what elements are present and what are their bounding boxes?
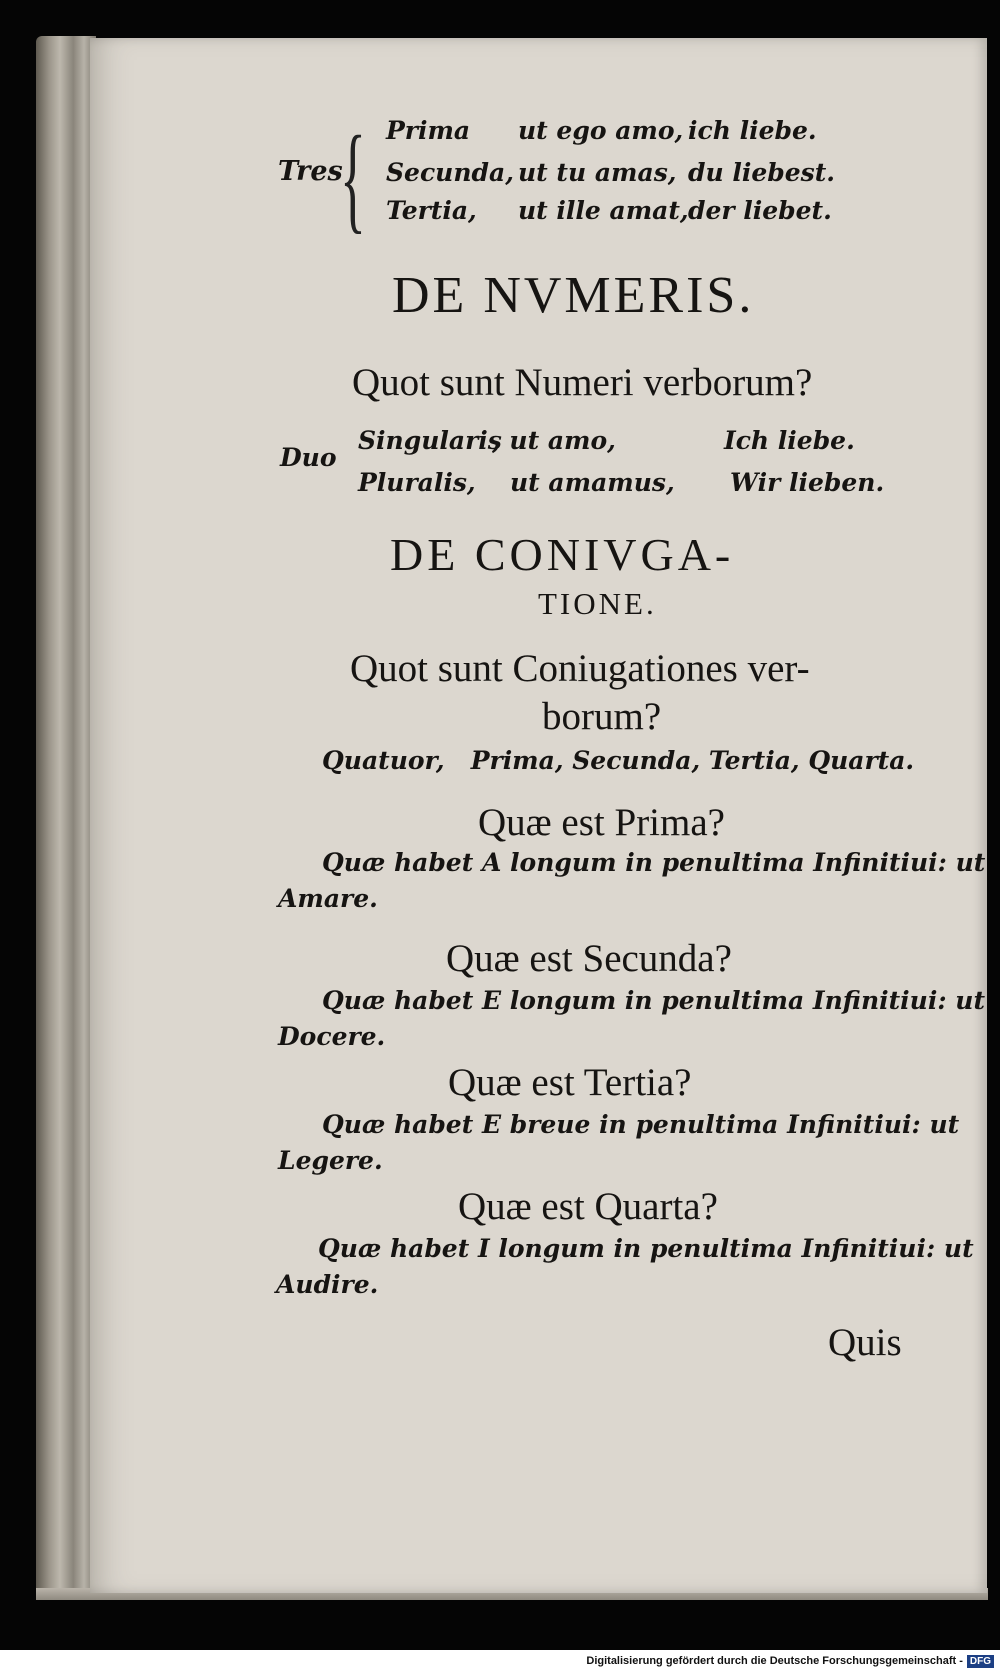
heading-de-numeris: DE NVMERIS. — [392, 267, 755, 324]
numeri-row-1-name: Singularis — [358, 426, 502, 455]
question-coniugationes-1: Quot sunt Coniugationes ver- — [350, 647, 810, 690]
answer-quarta-line1: Quæ habet I longum in penultima Infinitiui: ut — [318, 1234, 974, 1263]
tres-label: Tres — [278, 156, 343, 187]
footer — [586, 1654, 994, 1668]
tres-row-2-name: Secunda, — [386, 158, 514, 187]
numeri-row-2-name: Pluralis, — [358, 468, 476, 497]
tres-brace: { — [340, 111, 366, 244]
tres-row-1-german: ich liebe. — [688, 116, 817, 145]
tres-row-3-name: Tertia, — [386, 196, 477, 225]
answer-prima-line1: Quæ habet A longum in penultima Infinitiui: ut — [322, 848, 986, 877]
book-page — [90, 38, 987, 1593]
tres-row-1-name: Prima — [386, 116, 471, 145]
question-prima: Quæ est Prima? — [478, 801, 725, 844]
question-secunda: Quæ est Secunda? — [446, 937, 732, 980]
tres-row-1-latin: ut ego amo, — [518, 116, 684, 145]
tres-row-2-latin: ut tu amas, — [518, 158, 677, 187]
dfg-logo: DFG — [967, 1655, 994, 1668]
answer-quatuor: Quatuor, Prima, Secunda, Tertia, Quarta. — [322, 746, 915, 775]
duo-label: Duo — [280, 443, 337, 472]
tres-row-2-german: du liebest. — [688, 158, 835, 187]
heading-de-coniugatione-1: DE CONIVGA- — [390, 529, 735, 580]
question-coniugationes-2: borum? — [542, 695, 662, 738]
book-page-edges — [36, 36, 96, 1598]
footer-text: Digitalisierung gefördert durch die Deutsche Forschungsgemeinschaft - — [586, 1655, 963, 1667]
question-tertia: Quæ est Tertia? — [448, 1061, 692, 1104]
answer-secunda-line1: Quæ habet E longum in penultima Infinitiui: ut — [322, 986, 985, 1015]
answer-quarta-line2: Audire. — [276, 1270, 379, 1299]
tres-row-3-german: der liebet. — [688, 196, 832, 225]
heading-de-coniugatione-2: TIONE. — [538, 586, 657, 621]
catchword: Quis — [828, 1321, 902, 1364]
answer-prima-line2: Amare. — [278, 884, 378, 913]
numeri-row-1-german: Ich liebe. — [724, 426, 855, 455]
numeri-row-2-german: Wir lieben. — [730, 468, 885, 497]
question-quarta: Quæ est Quarta? — [458, 1185, 718, 1228]
answer-secunda-line2: Docere. — [278, 1022, 386, 1051]
answer-tertia-line1: Quæ habet E breue in penultima Infinitiui: ut — [322, 1110, 960, 1139]
numeri-row-2-latin: ut amamus, — [510, 468, 675, 497]
tres-row-3-latin: ut ille amat, — [518, 196, 689, 225]
numeri-row-1-latin: , ut amo, — [492, 426, 616, 455]
answer-tertia-line2: Legere. — [278, 1146, 383, 1175]
question-numeri: Quot sunt Numeri verborum? — [352, 361, 813, 404]
